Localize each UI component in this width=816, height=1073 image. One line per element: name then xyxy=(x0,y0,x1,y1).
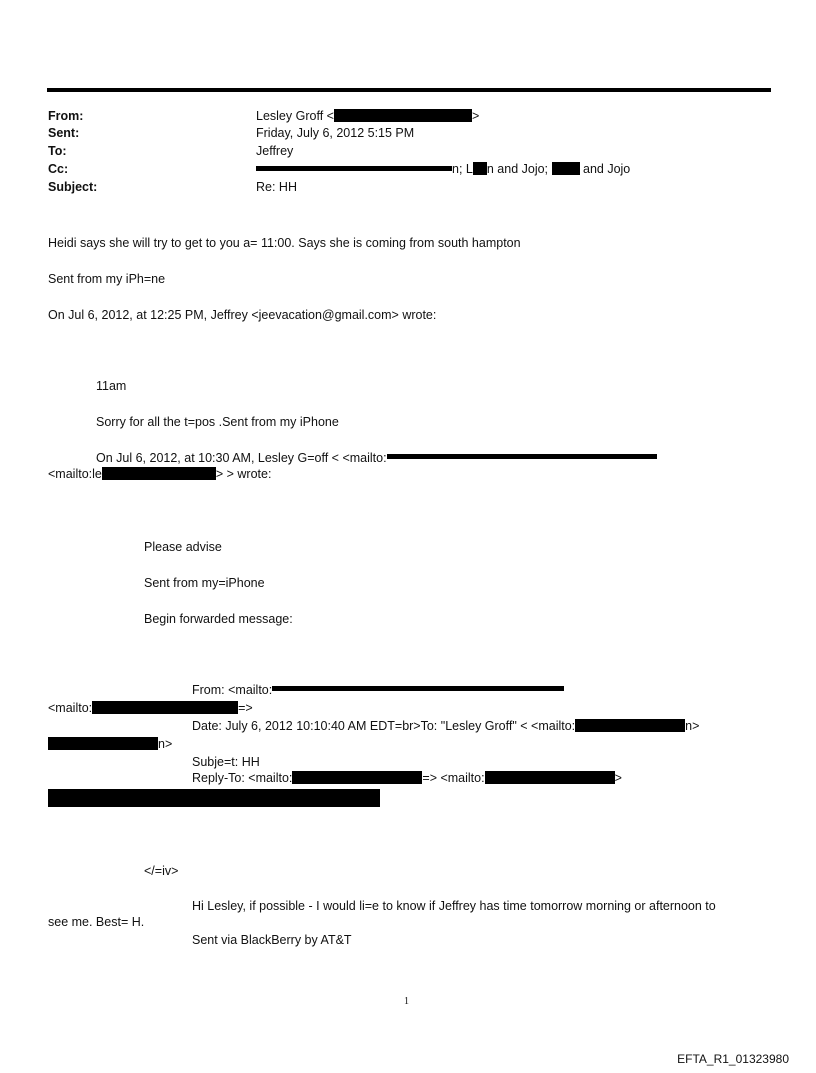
cc-fragment: n and Jojo; xyxy=(486,162,549,176)
forwarded-fragment: => <mailto: xyxy=(422,771,485,785)
redaction-block xyxy=(334,109,472,122)
forwarded-fragment: => xyxy=(238,701,253,715)
redaction-block xyxy=(102,467,216,480)
sent-label: Sent: xyxy=(48,126,80,140)
redaction-block xyxy=(485,771,615,784)
to-label: To: xyxy=(48,144,67,158)
from-value xyxy=(256,108,479,124)
sent-value: Friday, July 6, 2012 5:15 PM xyxy=(256,126,415,140)
forwarded-line xyxy=(192,682,564,698)
nested-line: Sent from my=iPhone xyxy=(144,576,265,590)
redaction-block xyxy=(92,701,238,714)
quoted-fragment: On Jul 6, 2012, at 10:30 AM, Lesley G=off < <mailto: xyxy=(96,451,387,465)
body-paragraph: Sent from my iPh=ne xyxy=(48,272,166,286)
body-paragraph: On Jul 6, 2012, at 12:25 PM, Jeffrey <jeevacation@gmail.com> wrote: xyxy=(48,308,437,322)
forwarded-fragment: Date: July 6, 2012 10:10:40 AM EDT=br>To: "Lesley Groff" < <mailto: xyxy=(192,719,576,733)
nested-line: Please advise xyxy=(144,540,222,554)
cc-value xyxy=(256,161,630,177)
header-rule xyxy=(47,88,771,92)
subject-label: Subject: xyxy=(48,180,98,194)
quoted-fragment: > > wrote: xyxy=(215,467,272,481)
forwarded-fragment: From: <mailto: xyxy=(192,683,273,697)
quoted-line xyxy=(96,450,657,466)
forwarded-fragment: n> xyxy=(158,737,173,751)
html-fragment: </=iv> xyxy=(144,864,179,878)
message-line: Hi Lesley, if possible - I would li=e to know if Jeffrey has time tomorrow morning or afternoon to xyxy=(192,899,716,913)
redaction-block xyxy=(272,686,564,691)
forwarded-line xyxy=(48,700,253,716)
redaction-block xyxy=(387,454,657,459)
redaction-block xyxy=(473,162,487,175)
forwarded-fragment: <mailto: xyxy=(48,701,93,715)
nested-line: Begin forwarded message: xyxy=(144,612,293,626)
subject-value: Re: HH xyxy=(256,180,297,194)
forwarded-fragment: n> xyxy=(685,719,700,733)
cc-label: Cc: xyxy=(48,162,69,176)
redaction-block xyxy=(48,737,158,750)
forwarded-fragment: Reply-To: <mailto: xyxy=(192,771,293,785)
document-id: EFTA_R1_01323980 xyxy=(677,1052,789,1066)
redaction-block xyxy=(48,789,380,807)
redaction-block xyxy=(552,162,580,175)
forwarded-line xyxy=(192,718,699,734)
from-label: From: xyxy=(48,109,84,123)
message-line: Sent via BlackBerry by AT&T xyxy=(192,933,352,947)
from-close: > xyxy=(471,109,480,123)
quoted-line: 11am xyxy=(96,379,127,393)
redaction-block xyxy=(575,719,685,732)
forwarded-fragment: > xyxy=(614,771,622,785)
message-line: see me. Best= H. xyxy=(48,915,145,929)
redaction-block xyxy=(256,166,452,171)
cc-fragment: and Jojo xyxy=(583,162,631,176)
quoted-line: Sorry for all the t=pos .Sent from my iPhone xyxy=(96,415,339,429)
quoted-fragment: <mailto:le xyxy=(48,467,102,481)
forwarded-line xyxy=(192,770,622,786)
from-name: Lesley Groff < xyxy=(256,109,334,123)
redaction-block xyxy=(292,771,422,784)
page-number: 1 xyxy=(404,996,409,1007)
forwarded-line: Subje=t: HH xyxy=(192,755,260,769)
quoted-line xyxy=(48,466,271,482)
forwarded-line xyxy=(48,736,172,752)
body-paragraph: Heidi says she will try to get to you a= 11:00. Says she is coming from south hampton xyxy=(48,236,521,250)
cc-fragment: n; L xyxy=(452,162,473,176)
to-value: Jeffrey xyxy=(256,144,294,158)
